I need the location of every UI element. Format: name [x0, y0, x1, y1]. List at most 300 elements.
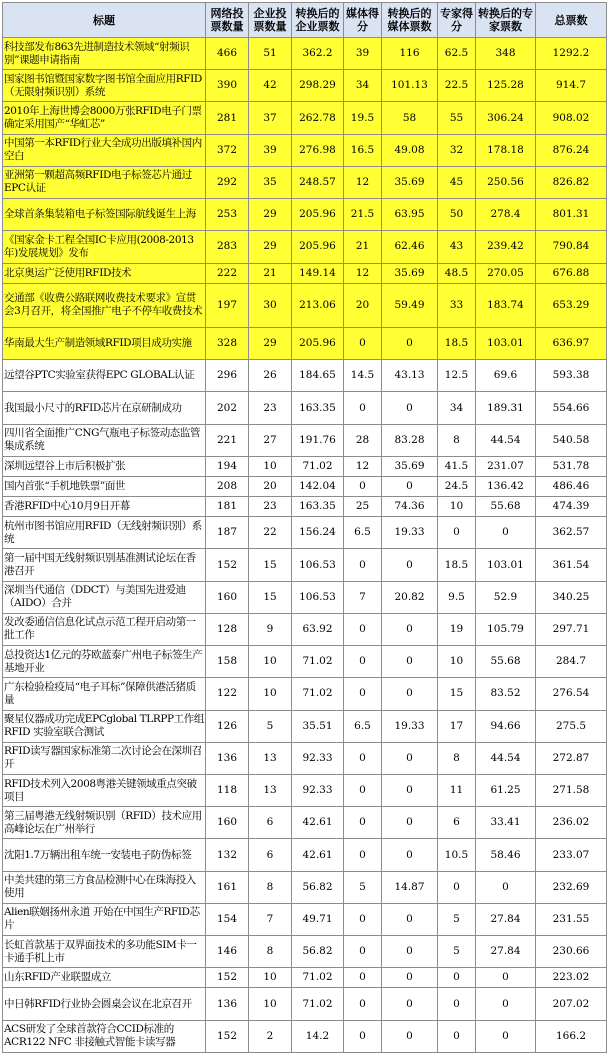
cell-expert-score: 0	[438, 517, 476, 549]
cell-expert-score: 10	[438, 646, 476, 678]
cell-enterprise-votes: 23	[249, 392, 292, 424]
cell-media-converted: 0	[382, 678, 438, 710]
cell-expert-converted: 0	[476, 517, 536, 549]
cell-total: 1292.2	[536, 38, 607, 70]
cell-enterprise-converted: 14.2	[292, 1020, 344, 1052]
cell-title: 华南最大生产制造领域RFID项目成功实施	[3, 327, 206, 359]
cell-media-converted: 43.13	[382, 360, 438, 392]
cell-expert-score: 18.5	[438, 327, 476, 359]
cell-enterprise-votes: 21	[249, 263, 292, 283]
cell-enterprise-votes: 23	[249, 497, 292, 517]
cell-enterprise-converted: 71.02	[292, 968, 344, 988]
cell-media-score: 6.5	[344, 517, 382, 549]
cell-expert-converted: 0	[476, 871, 536, 903]
table-row	[3, 549, 607, 581]
table-row	[3, 710, 607, 742]
cell-expert-score: 15	[438, 678, 476, 710]
cell-enterprise-converted: 184.65	[292, 360, 344, 392]
cell-expert-converted: 231.07	[476, 456, 536, 476]
cell-expert-converted: 69.6	[476, 360, 536, 392]
cell-title: Alien联姻扬州永道 开始在中国生产RFID芯片	[3, 903, 206, 935]
cell-enterprise-converted: 205.96	[292, 327, 344, 359]
cell-media-converted: 0	[382, 742, 438, 774]
cell-expert-score: 18.5	[438, 549, 476, 581]
cell-total: 876.24	[536, 134, 607, 166]
cell-media-converted: 63.95	[382, 199, 438, 231]
cell-enterprise-converted: 71.02	[292, 678, 344, 710]
table-row	[3, 646, 607, 678]
cell-title: 四川省全面推广CNG气瓶电子标签动态监管集成系统	[3, 424, 206, 456]
cell-title: 远望谷PTC实验室获得EPC GLOBAL认证	[3, 360, 206, 392]
cell-net-votes: 328	[206, 327, 249, 359]
cell-net-votes: 390	[206, 70, 249, 102]
table-row	[3, 936, 607, 968]
cell-total: 362.57	[536, 517, 607, 549]
table-row	[3, 456, 607, 476]
cell-media-score: 16.5	[344, 134, 382, 166]
cell-media-score: 0	[344, 613, 382, 645]
cell-media-converted: 0	[382, 807, 438, 839]
cell-title: 国内首张“手机地铁票”面世	[3, 476, 206, 496]
cell-enterprise-converted: 362.2	[292, 38, 344, 70]
cell-net-votes: 253	[206, 199, 249, 231]
cell-enterprise-votes: 13	[249, 742, 292, 774]
cell-media-converted: 0	[382, 646, 438, 678]
cell-media-score: 0	[344, 839, 382, 871]
table-row	[3, 231, 607, 263]
cell-media-converted: 35.69	[382, 166, 438, 198]
cell-media-converted: 20.82	[382, 581, 438, 613]
table-row	[3, 678, 607, 710]
cell-expert-score: 34	[438, 392, 476, 424]
cell-total: 233.07	[536, 839, 607, 871]
cell-enterprise-converted: 92.33	[292, 742, 344, 774]
cell-enterprise-converted: 42.61	[292, 839, 344, 871]
cell-net-votes: 197	[206, 283, 249, 327]
table-row	[3, 807, 607, 839]
cell-expert-converted: 348	[476, 38, 536, 70]
table-row	[3, 134, 607, 166]
cell-media-score: 0	[344, 549, 382, 581]
cell-media-score: 0	[344, 742, 382, 774]
cell-media-converted: 35.69	[382, 263, 438, 283]
cell-expert-score: 41.5	[438, 456, 476, 476]
cell-title: 沈阳1.7万辆出租车统一安装电子防伪标签	[3, 839, 206, 871]
header-media-score: 媒体得分	[344, 3, 382, 38]
cell-total: 232.69	[536, 871, 607, 903]
table-row	[3, 613, 607, 645]
cell-media-converted: 0	[382, 903, 438, 935]
cell-enterprise-votes: 35	[249, 166, 292, 198]
cell-title: 香港RFID中心10月9日开幕	[3, 497, 206, 517]
cell-total: 223.02	[536, 968, 607, 988]
cell-total: 593.38	[536, 360, 607, 392]
cell-net-votes: 152	[206, 549, 249, 581]
cell-total: 531.78	[536, 456, 607, 476]
cell-enterprise-converted: 49.71	[292, 903, 344, 935]
cell-total: 826.82	[536, 166, 607, 198]
cell-total: 801.31	[536, 199, 607, 231]
cell-enterprise-converted: 106.53	[292, 549, 344, 581]
cell-expert-score: 24.5	[438, 476, 476, 496]
cell-expert-converted: 55.68	[476, 646, 536, 678]
cell-net-votes: 296	[206, 360, 249, 392]
table-body	[3, 38, 607, 1053]
table-row	[3, 839, 607, 871]
cell-title: 山东RFID产业联盟成立	[3, 968, 206, 988]
cell-title: 中美共建的第三方食品检测中心在珠海投入使用	[3, 871, 206, 903]
cell-enterprise-votes: 10	[249, 646, 292, 678]
cell-title: 中国第一本RFID行业大全成功出版填补国内空白	[3, 134, 206, 166]
cell-total: 790.84	[536, 231, 607, 263]
cell-expert-score: 8	[438, 742, 476, 774]
cell-media-score: 7	[344, 581, 382, 613]
table-row	[3, 742, 607, 774]
cell-title: 深圳远望谷上市后积极扩张	[3, 456, 206, 476]
cell-media-converted: 19.33	[382, 517, 438, 549]
cell-expert-converted: 52.9	[476, 581, 536, 613]
cell-enterprise-votes: 51	[249, 38, 292, 70]
header-total: 总票数	[536, 3, 607, 38]
cell-title: 北京奥运广泛使用RFID技术	[3, 263, 206, 283]
cell-title: 中日韩RFID行业协会圆桌会议在北京召开	[3, 988, 206, 1020]
cell-title: 长虹首款基于双界面技术的多功能SIM卡一卡通手机上市	[3, 936, 206, 968]
cell-net-votes: 283	[206, 231, 249, 263]
cell-enterprise-converted: 56.82	[292, 936, 344, 968]
cell-enterprise-converted: 276.98	[292, 134, 344, 166]
cell-total: 236.02	[536, 807, 607, 839]
cell-expert-score: 10.5	[438, 839, 476, 871]
cell-net-votes: 208	[206, 476, 249, 496]
cell-net-votes: 160	[206, 581, 249, 613]
cell-net-votes: 181	[206, 497, 249, 517]
cell-expert-converted: 58.46	[476, 839, 536, 871]
cell-expert-score: 0	[438, 968, 476, 988]
cell-total: 486.46	[536, 476, 607, 496]
cell-total: 676.88	[536, 263, 607, 283]
cell-enterprise-votes: 8	[249, 871, 292, 903]
cell-expert-score: 5	[438, 903, 476, 935]
cell-total: 207.02	[536, 988, 607, 1020]
table-row	[3, 1020, 607, 1052]
cell-enterprise-converted: 42.61	[292, 807, 344, 839]
cell-enterprise-votes: 29	[249, 231, 292, 263]
cell-enterprise-votes: 5	[249, 710, 292, 742]
cell-enterprise-votes: 37	[249, 102, 292, 134]
cell-title: 国家图书馆暨国家数字图书馆全面应用RFID（无限射频识别）系统	[3, 70, 206, 102]
table-row	[3, 968, 607, 988]
cell-expert-converted: 94.66	[476, 710, 536, 742]
cell-net-votes: 154	[206, 903, 249, 935]
cell-enterprise-converted: 262.78	[292, 102, 344, 134]
cell-net-votes: 161	[206, 871, 249, 903]
cell-title: RFID技术列入2008粤港关键领域重点突破项目	[3, 774, 206, 806]
cell-total: 361.54	[536, 549, 607, 581]
cell-expert-score: 17	[438, 710, 476, 742]
cell-media-score: 19.5	[344, 102, 382, 134]
cell-expert-score: 5	[438, 936, 476, 968]
cell-media-score: 5	[344, 871, 382, 903]
cell-expert-converted: 0	[476, 968, 536, 988]
cell-enterprise-votes: 26	[249, 360, 292, 392]
cell-expert-converted: 103.01	[476, 549, 536, 581]
header-net-votes: 网络投票数量	[206, 3, 249, 38]
cell-expert-score: 0	[438, 1020, 476, 1052]
cell-title: 第一届中国无线射频识别基准测试论坛在香港召开	[3, 549, 206, 581]
cell-title: 杭州市图书馆应用RFID（无线射频识别）系统	[3, 517, 206, 549]
cell-total: 276.54	[536, 678, 607, 710]
cell-enterprise-converted: 149.14	[292, 263, 344, 283]
cell-net-votes: 126	[206, 710, 249, 742]
cell-net-votes: 466	[206, 38, 249, 70]
cell-net-votes: 158	[206, 646, 249, 678]
table-row	[3, 360, 607, 392]
cell-enterprise-converted: 213.06	[292, 283, 344, 327]
cell-media-score: 0	[344, 968, 382, 988]
table-row	[3, 70, 607, 102]
cell-enterprise-converted: 35.51	[292, 710, 344, 742]
cell-enterprise-votes: 42	[249, 70, 292, 102]
cell-enterprise-votes: 29	[249, 199, 292, 231]
cell-title: 广东检验检疫局“电子耳标”保障供港活猪质量	[3, 678, 206, 710]
cell-media-converted: 35.69	[382, 456, 438, 476]
cell-title: 2010年上海世博会8000万张RFID电子门票确定采用国产“华虹芯”	[3, 102, 206, 134]
cell-media-score: 0	[344, 988, 382, 1020]
table-row	[3, 392, 607, 424]
cell-net-votes: 194	[206, 456, 249, 476]
cell-media-score: 34	[344, 70, 382, 102]
cell-enterprise-votes: 6	[249, 807, 292, 839]
cell-media-converted: 83.28	[382, 424, 438, 456]
table-row	[3, 283, 607, 327]
cell-enterprise-converted: 163.35	[292, 392, 344, 424]
cell-expert-converted: 27.84	[476, 903, 536, 935]
cell-media-converted: 58	[382, 102, 438, 134]
header-title: 标题	[3, 3, 206, 38]
cell-expert-score: 45	[438, 166, 476, 198]
cell-title: RFID读写器国家标准第二次讨论会在深圳召开	[3, 742, 206, 774]
cell-expert-converted: 0	[476, 988, 536, 1020]
cell-enterprise-converted: 71.02	[292, 646, 344, 678]
cell-expert-converted: 105.79	[476, 613, 536, 645]
cell-net-votes: 187	[206, 517, 249, 549]
cell-total: 540.58	[536, 424, 607, 456]
header-enterprise-converted: 转换后的企业票数	[292, 3, 344, 38]
cell-expert-score: 43	[438, 231, 476, 263]
cell-media-converted: 0	[382, 968, 438, 988]
cell-enterprise-converted: 63.92	[292, 613, 344, 645]
cell-enterprise-votes: 15	[249, 581, 292, 613]
cell-expert-converted: 278.4	[476, 199, 536, 231]
cell-media-converted: 59.49	[382, 283, 438, 327]
cell-media-score: 39	[344, 38, 382, 70]
cell-net-votes: 160	[206, 807, 249, 839]
cell-enterprise-votes: 6	[249, 839, 292, 871]
cell-media-score: 0	[344, 1020, 382, 1052]
table-row	[3, 166, 607, 198]
cell-expert-score: 22.5	[438, 70, 476, 102]
table-row	[3, 38, 607, 70]
cell-expert-score: 0	[438, 871, 476, 903]
cell-enterprise-votes: 30	[249, 283, 292, 327]
cell-total: 284.7	[536, 646, 607, 678]
header-row	[3, 3, 607, 38]
cell-expert-converted: 27.84	[476, 936, 536, 968]
cell-total: 340.25	[536, 581, 607, 613]
cell-media-converted: 62.46	[382, 231, 438, 263]
table-row	[3, 424, 607, 456]
cell-media-converted: 0	[382, 988, 438, 1020]
table-row	[3, 199, 607, 231]
cell-enterprise-votes: 10	[249, 678, 292, 710]
cell-media-score: 12	[344, 166, 382, 198]
header-expert-score: 专家得分	[438, 3, 476, 38]
table-row	[3, 581, 607, 613]
cell-media-converted: 0	[382, 327, 438, 359]
cell-net-votes: 281	[206, 102, 249, 134]
header-expert-converted: 转换后的专家票数	[476, 3, 536, 38]
cell-net-votes: 136	[206, 742, 249, 774]
cell-expert-converted: 61.25	[476, 774, 536, 806]
cell-enterprise-votes: 10	[249, 968, 292, 988]
cell-media-score: 0	[344, 476, 382, 496]
cell-net-votes: 222	[206, 263, 249, 283]
cell-media-score: 28	[344, 424, 382, 456]
cell-enterprise-votes: 20	[249, 476, 292, 496]
cell-total: 166.2	[536, 1020, 607, 1052]
cell-expert-converted: 178.18	[476, 134, 536, 166]
cell-media-converted: 0	[382, 774, 438, 806]
cell-net-votes: 118	[206, 774, 249, 806]
cell-net-votes: 122	[206, 678, 249, 710]
cell-media-converted: 0	[382, 549, 438, 581]
cell-enterprise-votes: 15	[249, 549, 292, 581]
cell-enterprise-converted: 205.96	[292, 231, 344, 263]
cell-title: ACS研发了全球首款符合CCID标准的ACR122 NFC 非接触式智能卡读写器	[3, 1020, 206, 1052]
cell-enterprise-votes: 10	[249, 456, 292, 476]
cell-expert-converted: 250.56	[476, 166, 536, 198]
cell-title: 科技部发布863先进制造技术领域“射频识别”课题申请指南	[3, 38, 206, 70]
cell-expert-converted: 270.05	[476, 263, 536, 283]
table-row	[3, 517, 607, 549]
cell-media-score: 14.5	[344, 360, 382, 392]
cell-expert-score: 12.5	[438, 360, 476, 392]
cell-enterprise-converted: 156.24	[292, 517, 344, 549]
cell-media-converted: 0	[382, 1020, 438, 1052]
cell-expert-score: 6	[438, 807, 476, 839]
cell-enterprise-votes: 8	[249, 936, 292, 968]
cell-title: 全球首条集装箱电子标签国际航线诞生上海	[3, 199, 206, 231]
cell-title: 亚洲第一颗超高频RFID电子标签芯片通过EPC认证	[3, 166, 206, 198]
cell-expert-score: 9.5	[438, 581, 476, 613]
cell-title: 第三届粤港无线射频识别（RFID）技术应用高峰论坛在广州举行	[3, 807, 206, 839]
cell-media-score: 0	[344, 774, 382, 806]
cell-expert-converted: 306.24	[476, 102, 536, 134]
cell-net-votes: 152	[206, 1020, 249, 1052]
cell-expert-converted: 183.74	[476, 283, 536, 327]
cell-net-votes: 132	[206, 839, 249, 871]
table-row	[3, 871, 607, 903]
cell-expert-converted: 33.41	[476, 807, 536, 839]
cell-expert-converted: 125.28	[476, 70, 536, 102]
cell-enterprise-votes: 9	[249, 613, 292, 645]
cell-media-converted: 0	[382, 392, 438, 424]
cell-media-score: 0	[344, 392, 382, 424]
cell-enterprise-votes: 7	[249, 903, 292, 935]
table-row	[3, 774, 607, 806]
cell-media-score: 0	[344, 807, 382, 839]
cell-expert-converted: 83.52	[476, 678, 536, 710]
cell-enterprise-converted: 205.96	[292, 199, 344, 231]
cell-media-score: 21.5	[344, 199, 382, 231]
cell-total: 271.58	[536, 774, 607, 806]
cell-net-votes: 128	[206, 613, 249, 645]
cell-total: 636.97	[536, 327, 607, 359]
cell-expert-score: 11	[438, 774, 476, 806]
cell-media-score: 20	[344, 283, 382, 327]
cell-title: 聚星仪器成功完成EPCglobal TLRPP工作组RFID 实验室联合测试	[3, 710, 206, 742]
cell-enterprise-converted: 248.57	[292, 166, 344, 198]
cell-net-votes: 372	[206, 134, 249, 166]
cell-media-score: 6.5	[344, 710, 382, 742]
cell-total: 474.39	[536, 497, 607, 517]
cell-title: 我国最小尺寸的RFID芯片在京研制成功	[3, 392, 206, 424]
cell-total: 914.7	[536, 70, 607, 102]
cell-expert-score: 19	[438, 613, 476, 645]
cell-net-votes: 136	[206, 988, 249, 1020]
cell-media-converted: 0	[382, 839, 438, 871]
table-row	[3, 988, 607, 1020]
cell-enterprise-converted: 92.33	[292, 774, 344, 806]
cell-enterprise-votes: 29	[249, 327, 292, 359]
cell-media-converted: 74.36	[382, 497, 438, 517]
cell-media-score: 0	[344, 936, 382, 968]
cell-expert-score: 55	[438, 102, 476, 134]
cell-media-score: 0	[344, 903, 382, 935]
cell-media-converted: 101.13	[382, 70, 438, 102]
cell-title: 发改委通信信息化试点示范工程开启动第一批工作	[3, 613, 206, 645]
cell-media-score: 12	[344, 456, 382, 476]
cell-expert-score: 62.5	[438, 38, 476, 70]
cell-total: 275.5	[536, 710, 607, 742]
header-media-converted: 转换后的媒体票数	[382, 3, 438, 38]
cell-enterprise-converted: 163.35	[292, 497, 344, 517]
cell-expert-score: 48.5	[438, 263, 476, 283]
cell-enterprise-converted: 71.02	[292, 456, 344, 476]
cell-media-converted: 19.33	[382, 710, 438, 742]
cell-title: 《国家金卡工程全国IC卡应用(2008-2013年)发展规划》发布	[3, 231, 206, 263]
cell-total: 230.66	[536, 936, 607, 968]
table-row	[3, 497, 607, 517]
vote-results-table	[2, 2, 607, 1053]
cell-enterprise-votes: 27	[249, 424, 292, 456]
cell-total: 231.55	[536, 903, 607, 935]
table-row	[3, 327, 607, 359]
cell-expert-score: 33	[438, 283, 476, 327]
cell-net-votes: 292	[206, 166, 249, 198]
cell-total: 653.29	[536, 283, 607, 327]
table-row	[3, 263, 607, 283]
cell-total: 554.66	[536, 392, 607, 424]
cell-media-converted: 116	[382, 38, 438, 70]
cell-expert-converted: 44.54	[476, 424, 536, 456]
cell-net-votes: 221	[206, 424, 249, 456]
cell-expert-converted: 103.01	[476, 327, 536, 359]
cell-expert-converted: 55.68	[476, 497, 536, 517]
cell-enterprise-converted: 191.76	[292, 424, 344, 456]
cell-enterprise-converted: 298.29	[292, 70, 344, 102]
cell-media-score: 25	[344, 497, 382, 517]
